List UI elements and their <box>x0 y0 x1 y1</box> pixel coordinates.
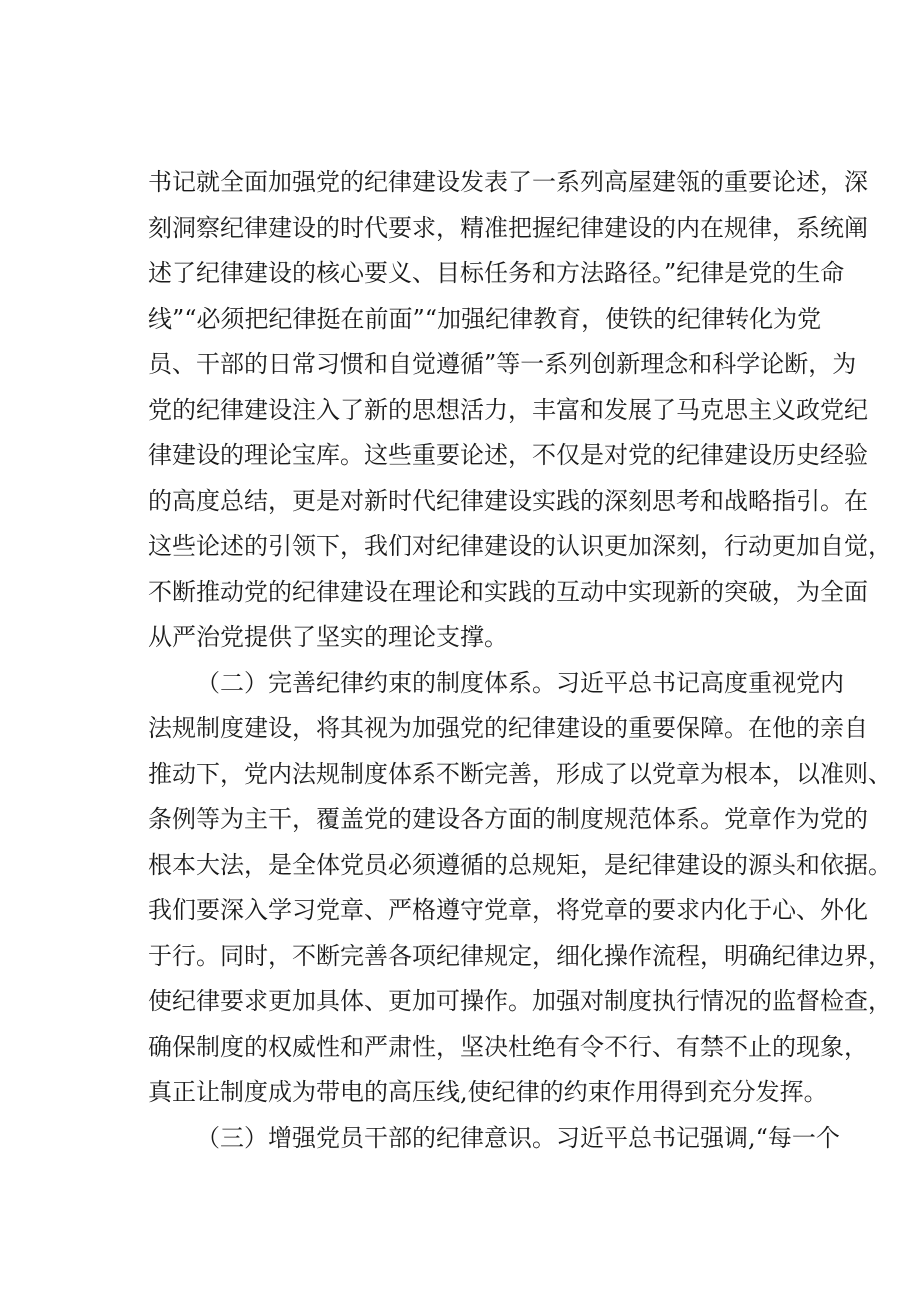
paragraph-line: 法规制度建设，将其视为加强党的纪律建设的重要保障。在他的亲自 <box>148 714 868 742</box>
paragraph-line: 刻洞察纪律建设的时代要求，精准把握纪律建设的内在规律，系统阐 <box>148 213 868 242</box>
paragraph-1 <box>148 160 892 661</box>
paragraph-line: 述了纪律建设的核心要义、目标任务和方法路径。”纪律是党的生命 <box>148 259 845 287</box>
document-body <box>148 160 892 1161</box>
paragraph-line: 的高度总结，更是对新时代纪律建设实践的深刻思考和战略指引。在 <box>148 486 868 515</box>
paragraph-line: 条例等为主干，覆盖党的建设各方面的制度规范体系。党章作为党的 <box>148 805 868 833</box>
paragraph-line: （三）增强党员干部的纪律意识。习近平总书记强调,“每一个 <box>196 1123 840 1152</box>
paragraph-3 <box>148 1116 840 1162</box>
paragraph-line: 确保制度的权威性和严肃性，坚决杜绝有令不行、有禁不止的现象， <box>148 1032 868 1061</box>
paragraph-line: 律建设的理论宝库。这些重要论述，不仅是对党的纪律建设历史经验 <box>148 441 868 469</box>
paragraph-line: （二）完善纪律约束的制度体系。习近平总书记高度重视党内 <box>196 668 844 697</box>
paragraph-line: 党的纪律建设注入了新的思想活力，丰富和发展了马克思主义政党纪 <box>148 395 868 424</box>
paragraph-line: 推动下，党内法规制度体系不断完善，形成了以党章为根本，以准则、 <box>148 759 892 788</box>
paragraph-line: 线”“必须把纪律挺在前面”“加强纪律教育，使铁的纪律转化为党 <box>148 304 822 333</box>
paragraph-line: 真正让制度成为带电的高压线,使纪律的约束作用得到充分发挥。 <box>148 1078 828 1106</box>
paragraph-2 <box>148 661 892 1116</box>
paragraph-line: 员、干部的日常习惯和自觉遵循”等一系列创新理念和科学论断，为 <box>148 350 857 378</box>
paragraph-line: 这些论述的引领下，我们对纪律建设的认识更加深刻，行动更加自觉， <box>148 532 892 560</box>
paragraph-line: 根本大法，是全体党员必须遵循的总规矩，是纪律建设的源头和依据。 <box>148 850 892 879</box>
paragraph-line: 从严治党提供了坚实的理论支撑。 <box>148 623 508 651</box>
paragraph-line: 使纪律要求更加具体、更加可操作。加强对制度执行情况的监督检查， <box>148 987 892 1015</box>
paragraph-line: 于行。同时，不断完善各项纪律规定，细化操作流程，明确纪律边界， <box>148 941 892 970</box>
paragraph-line: 我们要深入学习党章、严格遵守党章，将党章的要求内化于心、外化 <box>148 896 868 924</box>
paragraph-line: 书记就全面加强党的纪律建设发表了一系列高屋建瓴的重要论述，深 <box>148 168 868 196</box>
paragraph-line: 不断推动党的纪律建设在理论和实践的互动中实现新的突破，为全面 <box>148 577 868 606</box>
